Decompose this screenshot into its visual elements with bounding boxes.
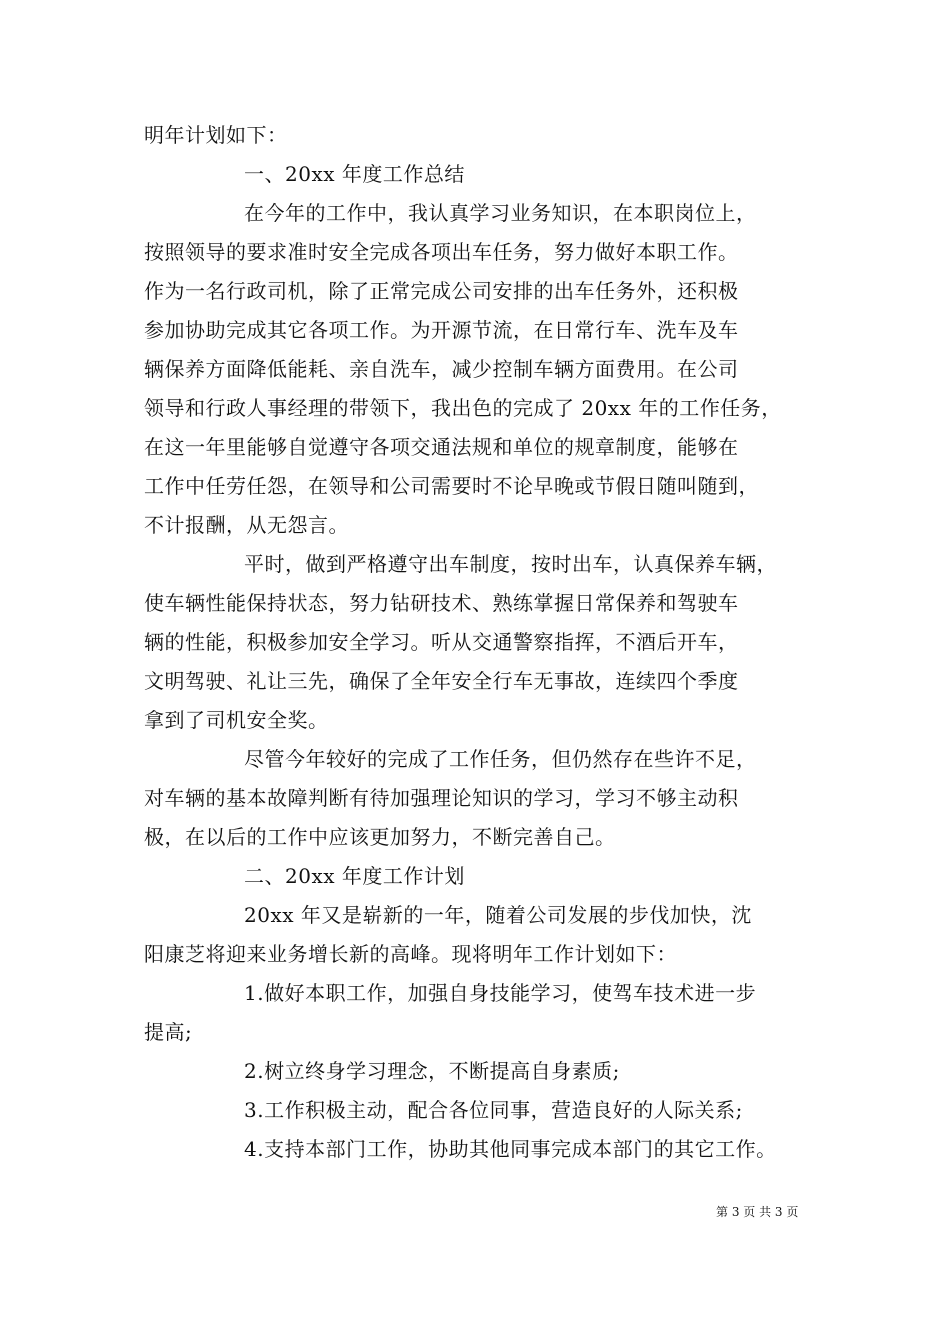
text-line: 拿到了司机安全奖。 xyxy=(144,708,329,732)
text-line: 不计报酬，从无怨言。 xyxy=(144,513,349,537)
text-line: 明年计划如下： xyxy=(144,123,288,147)
text-line: 辆的性能，积极参加安全学习。听从交通警察指挥，不酒后开车， xyxy=(144,630,739,654)
text-line: 工作中任劳任怨，在领导和公司需要时不论早晚或节假日随叫随到， xyxy=(144,474,759,498)
text-line: 20xx 年又是崭新的一年，随着公司发展的步伐加快，沈 xyxy=(244,903,752,927)
text-line: 在今年的工作中，我认真学习业务知识，在本职岗位上， xyxy=(244,201,757,225)
document-body xyxy=(144,116,824,1169)
text-line: 按照领导的要求准时安全完成各项出车任务，努力做好本职工作。 xyxy=(144,240,739,264)
text-line: 阳康芝将迎来业务增长新的高峰。现将明年工作计划如下： xyxy=(144,942,677,966)
text-line: 参加协助完成其它各项工作。为开源节流，在日常行车、洗车及车 xyxy=(144,318,739,342)
text-line: 提高; xyxy=(144,1020,193,1044)
text-line: 尽管今年较好的完成了工作任务，但仍然存在些许不足， xyxy=(244,747,757,771)
text-line: 一、20xx 年度工作总结 xyxy=(244,162,465,186)
text-line: 在这一年里能够自觉遵守各项交通法规和单位的规章制度，能够在 xyxy=(144,435,739,459)
page-number-footer: 第 3 页 共 3 页 xyxy=(716,1205,799,1219)
text-line: 平时，做到严格遵守出车制度，按时出车，认真保养车辆， xyxy=(244,552,777,576)
text-line: 文明驾驶、礼让三先，确保了全年安全行车无事故，连续四个季度 xyxy=(144,669,739,693)
text-line: 2.树立终身学习理念，不断提高自身素质; xyxy=(244,1059,620,1083)
text-line: 使车辆性能保持状态，努力钻研技术、熟练掌握日常保养和驾驶车 xyxy=(144,591,739,615)
text-line: 3.工作积极主动，配合各位同事，营造良好的人际关系; xyxy=(244,1098,743,1122)
text-line: 对车辆的基本故障判断有待加强理论知识的学习，学习不够主动积 xyxy=(144,786,739,810)
text-line: 极，在以后的工作中应该更加努力，不断完善自己。 xyxy=(144,825,616,849)
text-line: 4.支持本部门工作，协助其他同事完成本部门的其它工作。 xyxy=(244,1137,777,1161)
text-line: 1.做好本职工作，加强自身技能学习，使驾车技术进一步 xyxy=(244,981,757,1005)
text-line: 二、20xx 年度工作计划 xyxy=(244,864,465,888)
text-line: 领导和行政人事经理的带领下，我出色的完成了 20xx 年的工作任务， xyxy=(144,396,782,420)
text-line: 作为一名行政司机，除了正常完成公司安排的出车任务外，还积极 xyxy=(144,279,739,303)
text-line: 辆保养方面降低能耗、亲自洗车，减少控制车辆方面费用。在公司 xyxy=(144,357,739,381)
